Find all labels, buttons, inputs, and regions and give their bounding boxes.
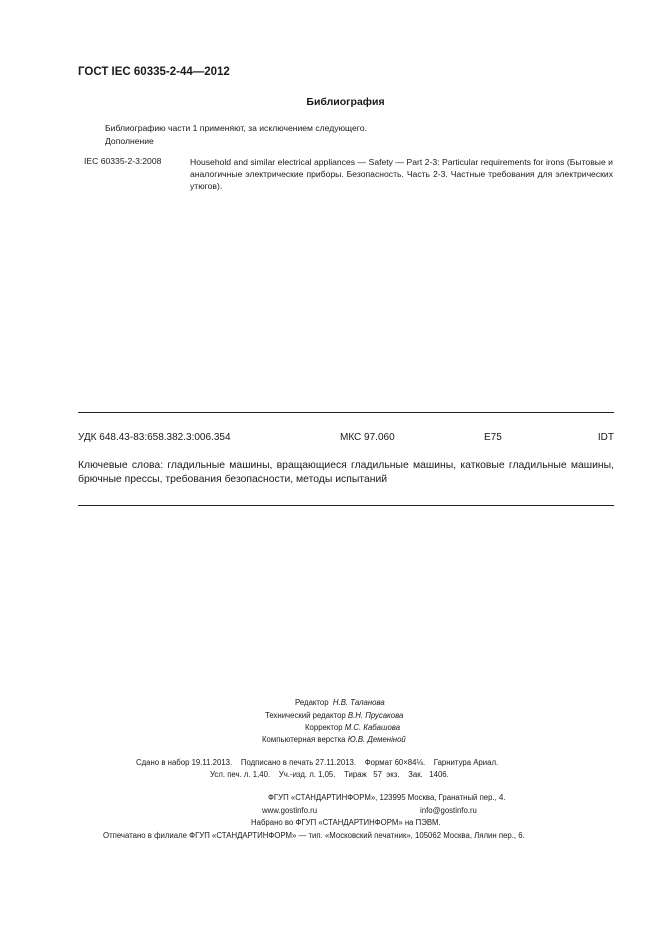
staff-role: Технический редактор bbox=[265, 711, 346, 720]
degree-code: IDT bbox=[597, 432, 614, 443]
bibliography-supplement: Дополнение bbox=[105, 136, 154, 146]
publisher-contacts bbox=[262, 806, 477, 815]
publisher-typeset: Набрано во ФГУП «СТАНДАРТИНФОРМ» на ПЭВМ. bbox=[251, 818, 441, 827]
divider-bottom bbox=[78, 505, 614, 506]
divider-top bbox=[78, 412, 614, 413]
bibliography-title: Библиография bbox=[306, 96, 385, 108]
staff-role: Компьютерная верстка bbox=[262, 735, 346, 744]
staff-proofreader bbox=[305, 723, 400, 732]
staff-editor bbox=[295, 698, 385, 707]
udc-code: УДК 648.43-83:658.382.3:006.354 bbox=[78, 432, 231, 443]
staff-layout bbox=[262, 735, 406, 744]
staff-name: В.Н. Прусакова bbox=[347, 711, 404, 720]
reference-id: IEC 60335-2-3:2008 bbox=[84, 156, 162, 166]
staff-name: М.С. Кабашова bbox=[344, 723, 401, 732]
keywords: Ключевые слова: гладильные машины, вращающиеся гладильные машины, катковые гладильные машины, брючные прессы, требования безопасности, методы испытаний bbox=[78, 460, 614, 485]
staff-name: Н.В. Таланова bbox=[332, 698, 385, 707]
staff-tech-editor bbox=[265, 711, 403, 720]
publisher-printer: Отпечатано в филиале ФГУП «СТАНДАРТИНФОРМ» — тип. «Московский печатник», 105062 Москва, Лялин пер., 6. bbox=[103, 831, 525, 840]
bibliography-intro: Библиографию части 1 применяют, за исключением следующего. bbox=[105, 123, 367, 133]
publisher-email[interactable]: info@gostinfo.ru bbox=[420, 806, 477, 815]
print-info-line-2: Усл. печ. л. 1,40. Уч.-изд. л. 1,05. Тираж 57 экз. Зак. 1406. bbox=[210, 770, 449, 779]
reference-text: Household and similar electrical appliances — Safety — Part 2-3: Particular requirements for irons (Бытовые и аналогичные электрические приборы. Безопасность. Часть 2-3. Частные требования для электрических утюгов). bbox=[190, 157, 613, 191]
publisher-website[interactable]: www.gostinfo.ru bbox=[262, 806, 318, 815]
staff-role: Корректор bbox=[305, 723, 343, 732]
print-info-line-1: Сдано в набор 19.11.2013. Подписано в печать 27.11.2013. Формат 60×84⅛. Гарнитура Ариал. bbox=[136, 758, 499, 767]
document-code: ГОСТ IEC 60335-2-44—2012 bbox=[78, 66, 230, 78]
publisher-address: ФГУП «СТАНДАРТИНФОРМ», 123995 Москва, Гранатный пер., 4. bbox=[268, 793, 506, 802]
staff-name: Ю.В. Деменiной bbox=[347, 735, 406, 744]
mks-code: МКС 97.060 bbox=[340, 432, 395, 443]
okc-code: E75 bbox=[484, 432, 502, 443]
staff-role: Редактор bbox=[295, 698, 329, 707]
